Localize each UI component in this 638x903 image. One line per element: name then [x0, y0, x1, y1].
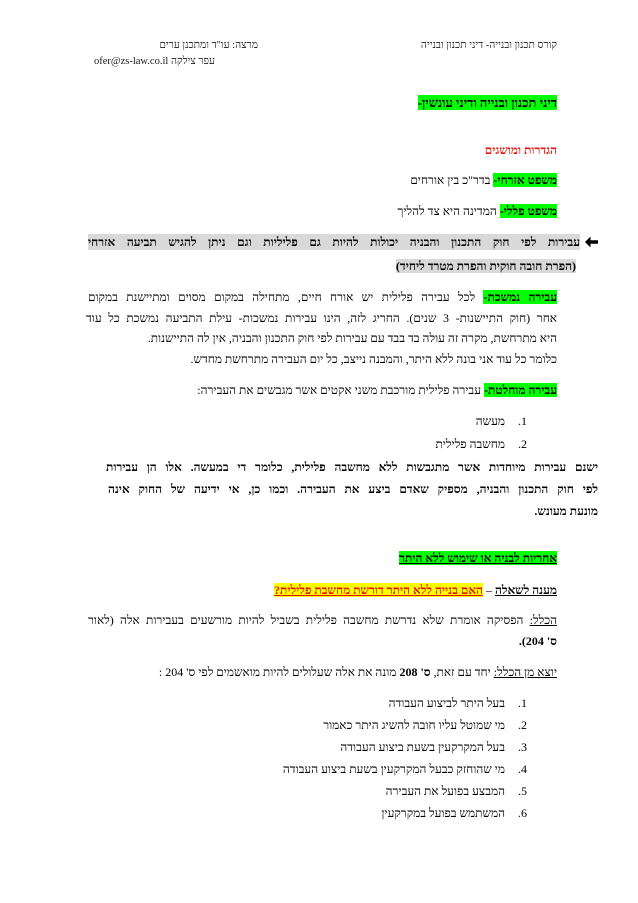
continuing-offense-line-2: אחר (חוק התיישנות- 3 שנים). החריג לזה, הינו עבירות נמשכות- עילת התביעה נמשכת כל עוד	[86, 311, 557, 325]
main-title-text: דיני תכנון ובנייה ודיני עונשין-	[417, 95, 557, 110]
list-item: מי שהוחזק כבעל המקרקעין בשעת ביצוע העבודה	[282, 762, 505, 776]
list-number: 4.	[518, 762, 527, 776]
rule-label: הכלל:	[529, 613, 557, 627]
exception-text-after: מונה את אלה שעלולים להיות מואשמים לפי ס' 204 :	[158, 665, 397, 679]
exception-section: ס' 208	[399, 665, 431, 679]
arrow-left-icon	[585, 236, 598, 248]
continuing-offense-line-4: כלומר כל עוד אני בונה ללא היתר, והמבנה נייצב, כל יום העבירה מתרחשת מחדש.	[190, 352, 557, 366]
special-offenses-line-2: לפי חוק התכנון והבניה, מספיק שאדם ביצע את העבירה. וכמו כן, אי ידיעה של החוק אינה	[108, 482, 598, 496]
definition-civil-law	[20, 172, 557, 188]
note-line-2	[20, 258, 576, 274]
liability-heading-text: אחריות לבניה או שימוש ללא היתר	[399, 551, 557, 565]
list-number: 5.	[518, 784, 527, 798]
course-title: קורס תכנון ובנייה- דיני תכנון ובנייה	[420, 40, 557, 51]
question-line	[20, 582, 557, 598]
exception-text-before: יחד עם זאת,	[433, 665, 491, 679]
question-label: מענה לשאלה	[494, 583, 557, 597]
exception-label: יוצא מן הכלל:	[493, 665, 557, 679]
question-separator: –	[485, 583, 492, 597]
civil-law-term: משפט אזרחי-	[493, 173, 557, 187]
continuing-offense-text: לכל עבירה פלילית יש אורח חיים, מתחילה במקום מסוים ומתיישנת במקום	[88, 290, 476, 304]
special-offenses-line-3: מונעת מעונש.	[534, 504, 598, 518]
list-number: 1.	[518, 696, 527, 710]
list-number: 2.	[518, 437, 527, 451]
absolute-offense-term: עבירה מוחלטת-	[484, 383, 557, 397]
list-number: 3.	[518, 740, 527, 754]
list-number: 6.	[518, 806, 527, 820]
absolute-offense	[20, 382, 557, 398]
note-line-2-text: (הפרת חובה חוקית והפרת מטרד ליחיד)	[395, 259, 576, 273]
list-item: מי שמוטל עליו חובה להשיג היתר כאמור	[323, 718, 505, 732]
list-item: מחשבה פלילית	[435, 437, 505, 451]
rule-text: הפסיקה אומרת שלא נדרשת מחשבה פלילית בשביל להיות מורשעים בעבירות אלה (לאור	[88, 613, 524, 627]
definition-criminal-law	[20, 203, 557, 219]
lecturer-title: מרצה: עו"ד ומתכנן ערים	[159, 40, 258, 51]
liability-heading	[20, 550, 557, 566]
question-text: האם בנייה ללא היתר דורשת מחשבת פלילית?	[274, 583, 483, 597]
lecturer-name: עפר צילקה	[170, 56, 215, 67]
list-item: בעל היתר לביצוע העבודה	[388, 696, 505, 710]
list-item: מעשה	[475, 414, 505, 428]
absolute-offense-text: עבירה פלילית מורכבת משני אקטים אשר מגבשים את העבירה:	[197, 383, 482, 397]
exception-line	[20, 664, 557, 680]
note-line-1: עבירות לפי חוק התכנון והבניה יכולות להיות גם פליליות וגם ניתן להגיש תביעה אזרחי	[88, 235, 580, 249]
civil-law-text: בדר"כ בין אורחים	[410, 173, 491, 187]
criminal-law-text: המדינה היא צד להליך	[397, 204, 497, 218]
list-item: בעל המקרקעין בשעת ביצוע העבודה	[340, 740, 505, 754]
special-offenses-line-1: ישנם עבירות מיוחדות אשר מתגבשות ללא מחשבה פלילית, כלומר די במעשה. אלו הן עבירות	[106, 460, 598, 474]
list-item: המשתמש בפועל במקרקעין	[381, 806, 505, 820]
definitions-heading: הגדרות ומושגים	[484, 143, 557, 157]
continuing-offense-line-3: היא מתרחשת, מקרה זה עולה בד בבד עם עבירות לפי חוק התכנון והבניה, אין לה התיישנות.	[147, 331, 557, 345]
rule-line	[88, 612, 557, 628]
main-title	[20, 95, 557, 111]
list-number: 2.	[518, 718, 527, 732]
continuing-offense-term: עבירה נמשכת-	[483, 290, 557, 304]
continuing-offense-line-1	[88, 289, 557, 305]
list-number: 1.	[518, 414, 527, 428]
lecturer-email: ofer@zs-law.co.il	[94, 56, 169, 67]
rule-continuation: ס' 204).	[518, 634, 557, 648]
lecturer-contact	[20, 54, 215, 70]
list-item: המבצע בפועל את העבירה	[385, 784, 505, 798]
criminal-law-term: משפט פללי-	[499, 204, 557, 218]
